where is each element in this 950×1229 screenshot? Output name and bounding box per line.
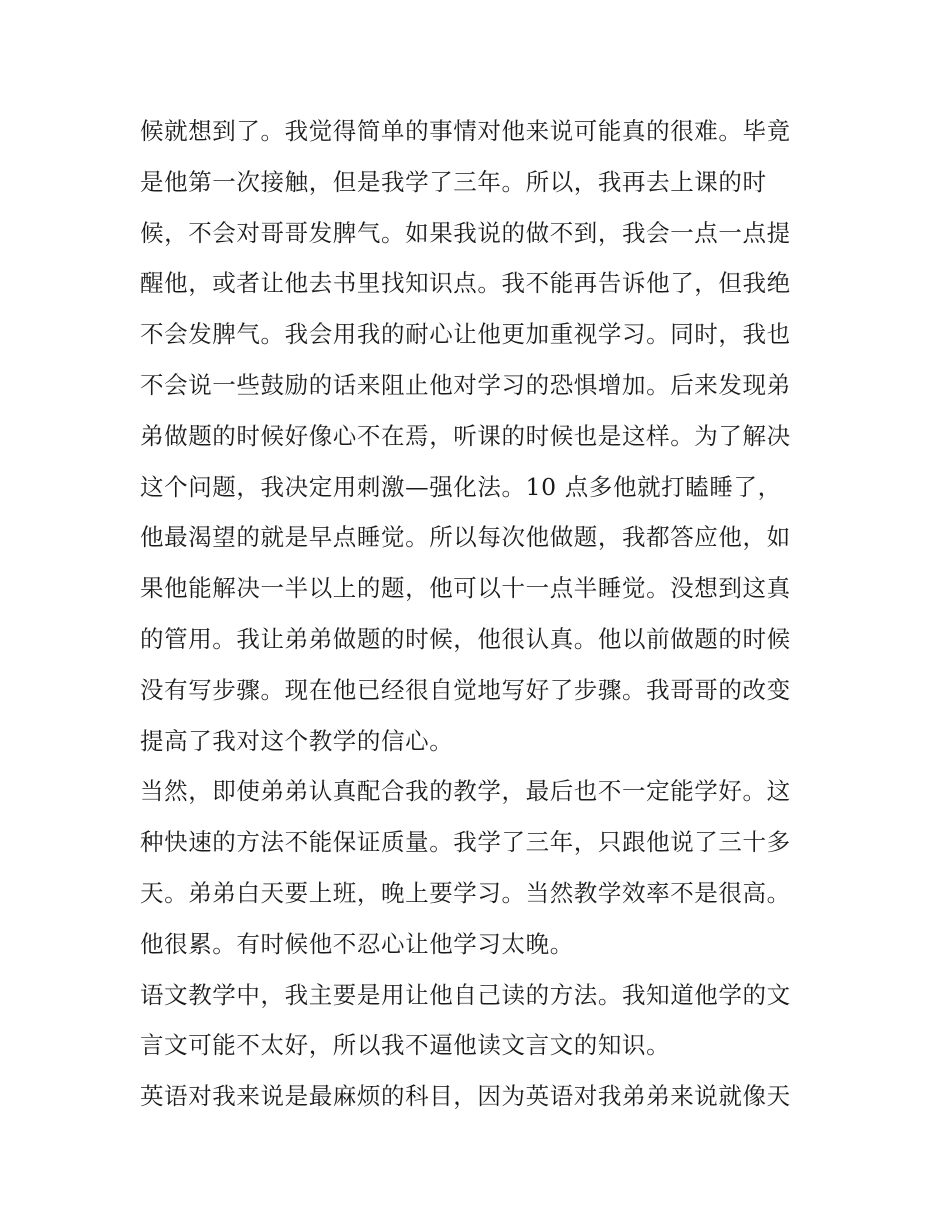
text-line: 没有写步骤。现在他已经很自觉地写好了步骤。我哥哥的改变 bbox=[140, 675, 791, 704]
text-line: 候就想到了。我觉得简单的事情对他来说可能真的很难。毕竟 bbox=[140, 117, 791, 145]
text-line: 提高了我对这个教学的信心。 bbox=[140, 726, 454, 755]
text-line: 这个问题，我决定用刺激—强化法。10 点多他就打瞌睡了， bbox=[140, 472, 782, 501]
text-line: 是他第一次接触，但是我学了三年。所以，我再去上课的时 bbox=[140, 167, 767, 196]
text-line: 种快速的方法不能保证质量。我学了三年，只跟他说了三十多 bbox=[140, 828, 791, 857]
body-text bbox=[140, 106, 820, 1122]
text-line: 他最渴望的就是早点睡觉。所以每次他做题，我都答应他，如 bbox=[140, 523, 791, 552]
text-line: 弟做题的时候好像心不在焉，听课的时候也是这样。为了解决 bbox=[140, 421, 791, 450]
text-line: 候，不会对哥哥发脾气。如果我说的做不到，我会一点一点提 bbox=[140, 218, 791, 247]
text-line: 不会说一些鼓励的话来阻止他对学习的恐惧增加。后来发现弟 bbox=[140, 370, 791, 399]
text-line: 英语对我来说是最麻烦的科目，因为英语对我弟弟来说就像天 bbox=[140, 1082, 791, 1111]
text-line: 的管用。我让弟弟做题的时候，他很认真。他以前做题的时候 bbox=[140, 624, 791, 653]
text-line: 醒他，或者让他去书里找知识点。我不能再告诉他了，但我绝 bbox=[140, 269, 791, 298]
text-line: 天。弟弟白天要上班，晚上要学习。当然教学效率不是很高。 bbox=[140, 878, 791, 907]
text-line: 言文可能不太好，所以我不逼他读文言文的知识。 bbox=[140, 1031, 671, 1060]
text-line: 语文教学中，我主要是用让他自己读的方法。我知道他学的文 bbox=[140, 980, 791, 1009]
text-line: 果他能解决一半以上的题，他可以十一点半睡觉。没想到这真 bbox=[140, 574, 791, 603]
text-line: 他很累。有时候他不忍心让他学习太晚。 bbox=[140, 929, 574, 958]
text-line: 当然，即使弟弟认真配合我的教学，最后也不一定能学好。这 bbox=[140, 777, 791, 806]
text-line: 不会发脾气。我会用我的耐心让他更加重视学习。同时，我也 bbox=[140, 320, 791, 349]
